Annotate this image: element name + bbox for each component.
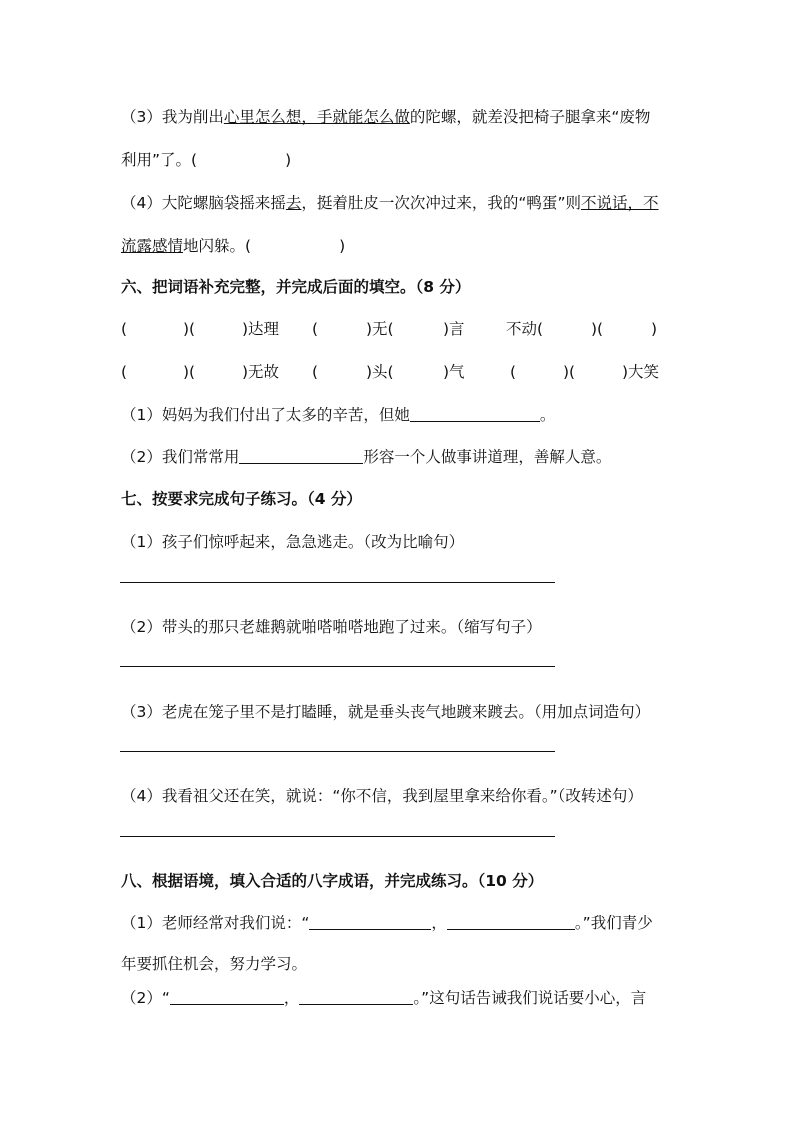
answer-blank[interactable]: [239, 447, 363, 464]
q6-2: （2）我们常常用 形容一个人做事讲道理，善解人意。: [121, 448, 612, 466]
question-number: （4）: [121, 194, 162, 212]
q7-3: （3）老虎在笼子里不是打瞌睡，就是垂头丧气地踱来踱去。（用加点词造句）: [121, 703, 651, 721]
idiom-cell[interactable]: (: [121, 363, 128, 381]
idiom-cell[interactable]: (: [510, 363, 517, 381]
underlined-phrase: 流露感情: [121, 237, 184, 255]
question-number: （1）: [121, 406, 162, 424]
q5-3-line1: （3）我为削出心里怎么想，手就能怎么做的陀螺，就差没把椅子腿拿来“废物: [121, 108, 651, 126]
answer-blank[interactable]: [410, 405, 540, 422]
underlined-phrase: 不说话，不: [580, 194, 659, 212]
idiom-cell[interactable]: (: [312, 363, 319, 381]
q7-2: （2）带头的那只老雄鹅就啪嗒啪嗒地跑了过来。（缩写句子）: [121, 618, 542, 636]
q6-1: （1）妈妈为我们付出了太多的辛苦，但她 。: [121, 406, 556, 424]
section6-heading: 六、把词语补充完整，并完成后面的填空。（8 分）: [121, 278, 471, 296]
idiom-cell[interactable]: )言: [443, 320, 465, 338]
idiom-cell[interactable]: )头(: [366, 363, 394, 381]
q5-3-line2: 利用”了。( ): [121, 151, 292, 169]
idiom-cell[interactable]: )(: [591, 320, 604, 338]
q8-2-line1: （2）“ ， 。”这句话告诫我们说话要小心，言: [121, 989, 647, 1007]
answer-line[interactable]: [120, 666, 555, 667]
answer-blank[interactable]: [170, 988, 284, 1005]
idiom-cell[interactable]: )达理: [242, 320, 280, 338]
idiom-cell[interactable]: (: [312, 320, 319, 338]
underlined-phrase: 心里怎么想，手就能怎么做: [223, 108, 410, 126]
idiom-cell[interactable]: )气: [443, 363, 465, 381]
q7-1: （1）孩子们惊呼起来，急急逃走。（改为比喻句）: [121, 533, 465, 551]
section8-heading: 八、根据语境，填入合适的八字成语，并完成练习。（10 分）: [121, 872, 544, 890]
idiom-cell[interactable]: )(: [563, 363, 576, 381]
q8-1-line1: （1）老师经常对我们说：“ ， 。”我们青少: [121, 914, 653, 932]
idiom-cell[interactable]: (: [121, 320, 128, 338]
q5-4-line1: （4）大陀螺脑袋摇来摇去，挺着肚皮一次次冲过来，我的“鸭蛋”则不说话，不: [121, 194, 659, 212]
answer-blank[interactable]: [251, 237, 339, 253]
idiom-cell[interactable]: 不动(: [506, 320, 544, 338]
idiom-cell[interactable]: )无故: [242, 363, 280, 381]
question-number: （2）: [121, 448, 162, 466]
underlined-phrase: 去: [285, 194, 302, 212]
idiom-cell[interactable]: )无(: [366, 320, 394, 338]
question-number: （3）: [121, 108, 162, 126]
answer-blank[interactable]: [197, 151, 285, 167]
answer-blank[interactable]: [447, 913, 575, 930]
answer-line[interactable]: [120, 751, 555, 752]
idiom-cell[interactable]: )(: [183, 320, 196, 338]
idiom-cell[interactable]: ): [651, 320, 658, 338]
section7-heading: 七、按要求完成句子练习。（4 分）: [121, 490, 362, 508]
answer-line[interactable]: [120, 836, 555, 837]
answer-blank[interactable]: [309, 913, 431, 930]
answer-blank[interactable]: [299, 988, 413, 1005]
idiom-cell[interactable]: )(: [183, 363, 196, 381]
answer-line[interactable]: [120, 582, 555, 583]
q5-4-line2: 流露感情地闪躲。( ): [121, 237, 346, 255]
idiom-cell[interactable]: )大笑: [622, 363, 660, 381]
q7-4: （4）我看祖父还在笑，就说：“你不信，我到屋里拿来给你看。”（改转述句）: [121, 787, 643, 805]
q8-1-line2: 年要抓住机会，努力学习。: [121, 955, 308, 973]
